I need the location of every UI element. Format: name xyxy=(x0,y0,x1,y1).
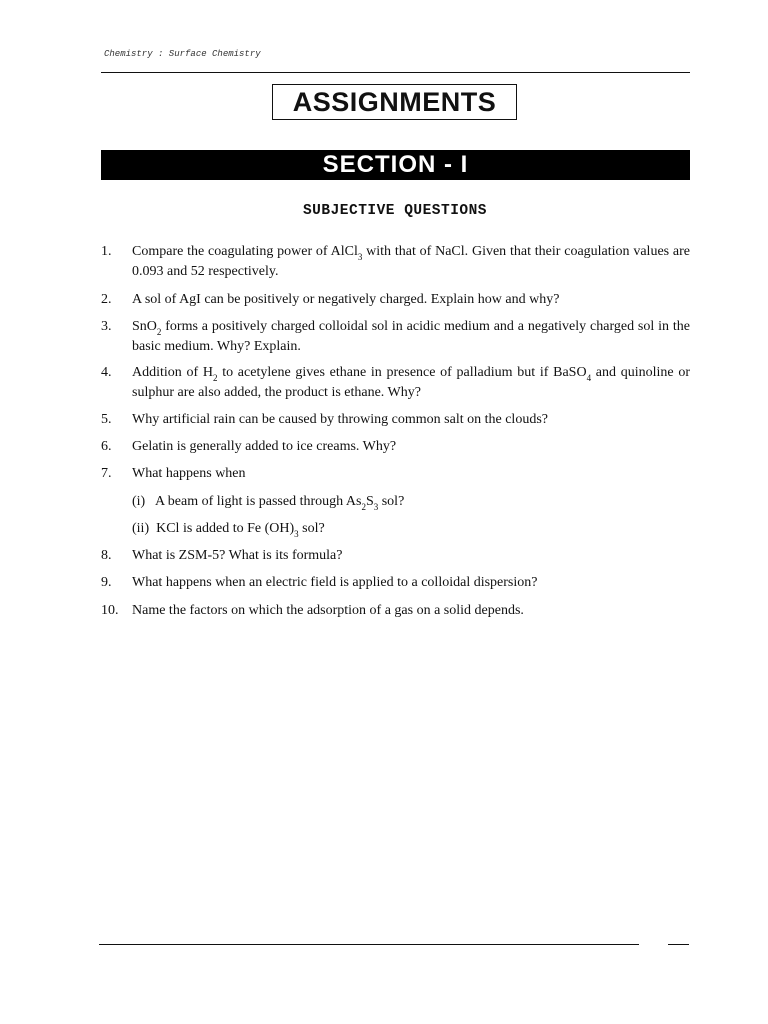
footer-page-marker xyxy=(668,944,689,945)
question-number: 3. xyxy=(101,319,112,334)
question-number: 2. xyxy=(101,292,112,307)
question-number: 6. xyxy=(101,439,112,454)
question-number: 1. xyxy=(101,244,112,259)
question-text: What is ZSM-5? What is its formula? xyxy=(132,548,343,563)
question-number: 9. xyxy=(101,575,112,590)
question-number: 5. xyxy=(101,412,112,427)
question-text: Gelatin is generally added to ice creams. Why? xyxy=(132,439,397,454)
question-text: What happens when xyxy=(132,466,246,481)
question-text: Name the factors on which the adsorption of a gas on a solid depends. xyxy=(132,603,524,618)
question-text: SnO$_2$ forms a positively charged colloidal sol in acidic medium and a negatively charged sol in the basic medium. Why? Explain. xyxy=(132,319,690,354)
question-text: Why artificial rain can be caused by throwing common salt on the clouds? xyxy=(132,412,548,427)
question-text: Addition of $H_2$ to acetylene gives ethane in presence of palladium but if BaSO$_4$ and quinoline or sulphur are also added, the product is ethane. Why? xyxy=(132,365,690,400)
running-header: Chemistry : Surface Chemistry xyxy=(104,49,261,59)
question-number: 8. xyxy=(101,548,112,563)
question-text: A sol of AgI can be positively or negatively charged. Explain how and why? xyxy=(132,292,560,307)
question-number: 7. xyxy=(101,466,112,481)
question-number: 4. xyxy=(101,365,112,380)
question-text: (i) A beam of light is passed through $As_2S_3$ sol? xyxy=(132,494,405,512)
section-banner: SECTION - I xyxy=(101,150,690,180)
question-number: 10. xyxy=(101,603,119,618)
footer-rule xyxy=(99,944,639,945)
question-text: Compare the coagulating power of AlCl$_3$ with that of NaCl. Given that their coagulation values are 0.093 and 52 respectively. xyxy=(132,244,691,279)
subheading: SUBJECTIVE QUESTIONS xyxy=(302,203,488,219)
page-title: ASSIGNMENTS xyxy=(272,84,517,120)
question-text: (ii) KCl is added to Fe $(OH)_3$ sol? xyxy=(132,521,325,539)
question-text: What happens when an electric field is applied to a colloidal dispersion? xyxy=(132,575,538,590)
header-rule xyxy=(101,72,690,73)
